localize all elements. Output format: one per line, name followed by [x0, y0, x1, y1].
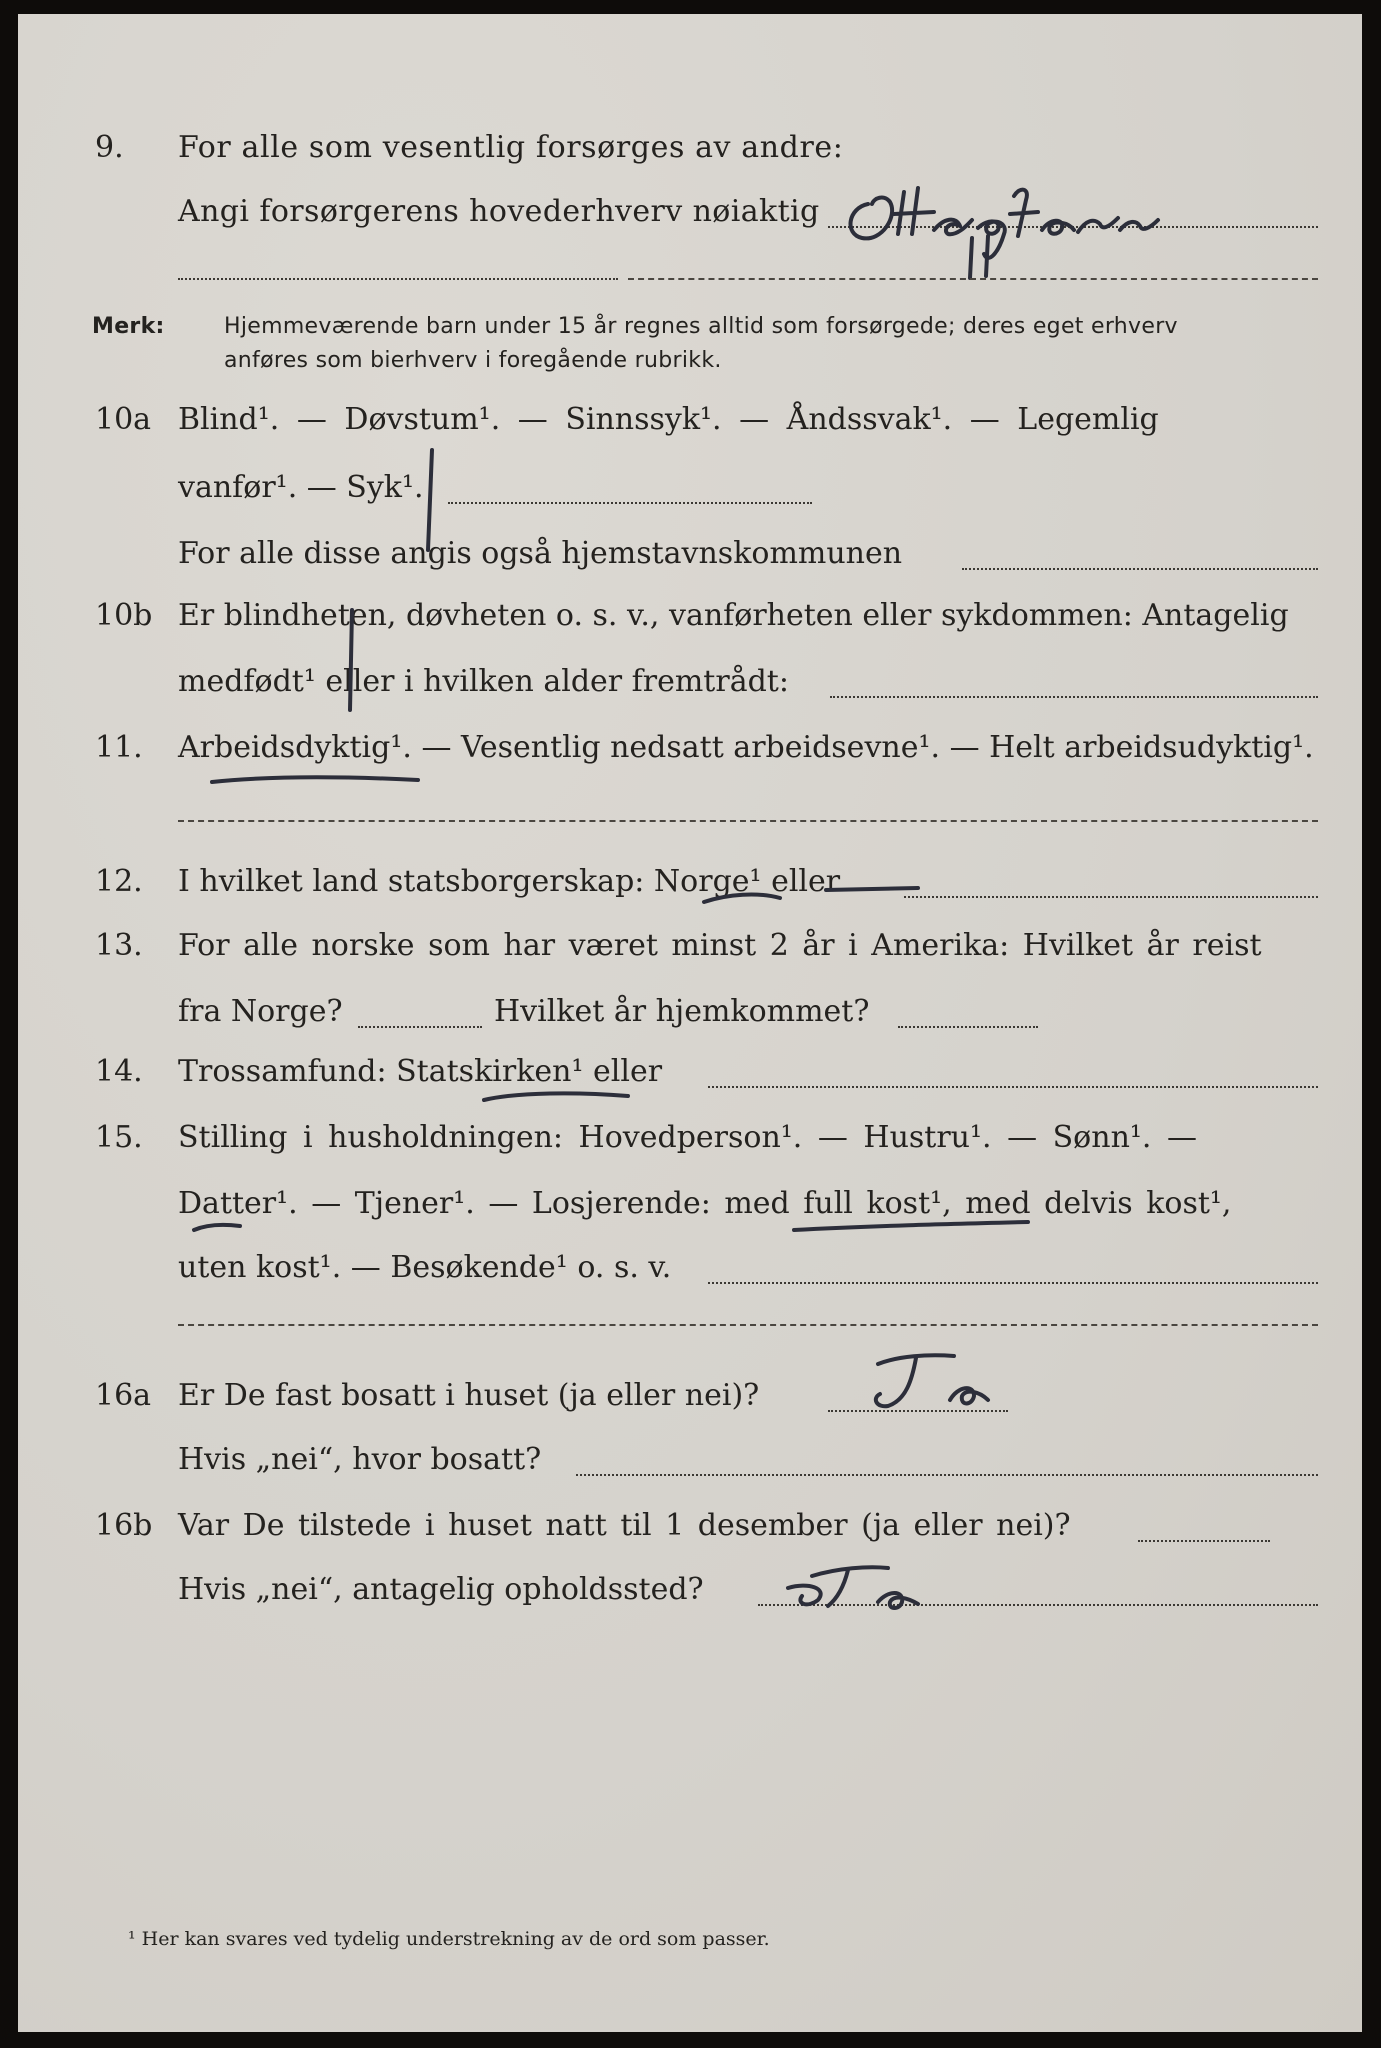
q11-underline-arbeidsdyktig — [208, 766, 428, 796]
q15-row-1 — [18, 1116, 1362, 1160]
q9-handwritten-answer — [838, 174, 1198, 278]
q15-underline-datter — [188, 1212, 248, 1242]
q16b-text-1: Var De tilstede i huset natt til 1 desember (ja eller nei)? — [178, 1508, 1071, 1543]
q9-extra-line-left — [178, 278, 618, 280]
q11-number: 11. — [95, 730, 143, 765]
q16b-handwritten-answer — [778, 1554, 958, 1624]
q11-separator — [178, 820, 1318, 822]
q15-underline-full-kost — [788, 1214, 1038, 1244]
q16a-row-1 — [18, 1374, 1362, 1418]
q10a-text-2: vanfør¹. — Syk¹. — [178, 470, 424, 505]
q16a-handwritten-answer — [858, 1344, 1018, 1424]
q10a-row-3 — [18, 532, 1362, 576]
q13-text-2a: fra Norge? — [178, 994, 343, 1029]
q16a-row-2 — [18, 1438, 1362, 1482]
q9-number: 9. — [95, 130, 124, 165]
q14-row — [18, 1050, 1362, 1094]
q13-row-1 — [18, 924, 1362, 968]
q16b-text-2: Hvis „nei“, antagelig opholdssted? — [178, 1572, 704, 1607]
q16b-number: 16b — [95, 1508, 153, 1543]
q10b-text-2: medfødt¹ eller i hvilken alder fremtrådt: — [178, 664, 789, 699]
q16a-text-1: Er De fast bosatt i huset (ja eller nei)? — [178, 1378, 760, 1413]
footnote: ¹ Her kan svares ved tydelig understrekning av de ord som passer. — [128, 1928, 770, 1950]
q13-return-line — [898, 1026, 1038, 1028]
q16b-row-1 — [18, 1504, 1362, 1548]
q15-row-3 — [18, 1246, 1362, 1290]
q16a-text-2: Hvis „nei“, hvor bosatt? — [178, 1442, 542, 1477]
q11-row — [18, 726, 1362, 770]
q13-text-1: For alle norske som har været minst 2 år i Amerika: Hvilket år reist — [178, 928, 1262, 963]
q14-text: Trossamfund: Statskirken¹ eller — [178, 1054, 663, 1089]
q10a-municipality-line — [962, 568, 1318, 570]
q9-text-2: Angi forsørgerens hovederhverv nøiaktig — [178, 194, 820, 229]
q16b-answer-line — [1138, 1540, 1270, 1542]
merk-row-2 — [18, 344, 1362, 388]
q15-text-3: uten kost¹. — Besøkende¹ o. s. v. — [178, 1250, 672, 1285]
q15-text-2: Datter¹. — Tjener¹. — Losjerende: med full kost¹, med delvis kost¹, — [178, 1186, 1232, 1221]
merk-label: Merk: — [92, 314, 165, 339]
q13-text-2b: Hvilket år hjemkommet? — [494, 994, 870, 1029]
q15-text-1: Stilling i husholdningen: Hovedperson¹. — Hustru¹. — Sønn¹. — — [178, 1120, 1197, 1155]
q15-separator — [178, 1324, 1318, 1326]
q16b-row-2 — [18, 1568, 1362, 1612]
q10b-row-2 — [18, 660, 1362, 704]
q14-underline-statskirken — [478, 1082, 638, 1112]
census-form-page — [18, 14, 1362, 2032]
q9-row — [18, 126, 1362, 170]
q13-departure-line — [358, 1026, 482, 1028]
merk-text-1: Hjemmeværende barn under 15 år regnes alltid som forsørgede; deres eget erhverv — [224, 314, 1178, 339]
q13-number: 13. — [95, 928, 143, 963]
q10a-text-1: Blind¹. — Døvstum¹. — Sinnssyk¹. — Åndssvak¹. — Legemlig — [178, 402, 1159, 437]
q10a-row-2 — [18, 466, 1362, 510]
merk-text-2: anføres som bierhverv i foregående rubrikk. — [224, 348, 722, 373]
q10a-text-3: For alle disse angis også hjemstavnskommunen — [178, 536, 903, 571]
q10a-answer-line — [448, 502, 812, 504]
q10b-row-1 — [18, 594, 1362, 638]
q12-row — [18, 860, 1362, 904]
q10b-text-1: Er blindheten, døvheten o. s. v., vanførheten eller sykdommen: Antagelig — [178, 598, 1289, 633]
q9-row-2 — [18, 190, 1362, 234]
q10a-pen-stroke — [418, 446, 448, 556]
q10b-answer-line — [830, 696, 1318, 698]
q16a-number: 16a — [95, 1378, 152, 1413]
q12-number: 12. — [95, 864, 143, 899]
q16a-location-line — [576, 1474, 1318, 1476]
q13-row-2 — [18, 990, 1362, 1034]
q9-extra-line-right — [628, 278, 1318, 280]
q12-pen-marks — [698, 872, 938, 912]
q12-answer-line — [904, 896, 1318, 898]
q9-text-1: For alle som vesentlig forsørges av andre: — [178, 130, 844, 165]
q11-text: Arbeidsdyktig¹. — Vesentlig nedsatt arbeidsevne¹. — Helt arbeidsudyktig¹. — [178, 730, 1314, 765]
q10b-pen-stroke — [338, 606, 368, 716]
q15-number: 15. — [95, 1120, 143, 1155]
q15-answer-line — [708, 1282, 1318, 1284]
q14-number: 14. — [95, 1054, 143, 1089]
q10a-number: 10a — [95, 402, 152, 437]
q10a-row-1 — [18, 398, 1362, 442]
q14-answer-line — [708, 1086, 1318, 1088]
q12-text: I hvilket land statsborgerskap: Norge¹ eller — [178, 864, 841, 899]
q10b-number: 10b — [95, 598, 153, 633]
